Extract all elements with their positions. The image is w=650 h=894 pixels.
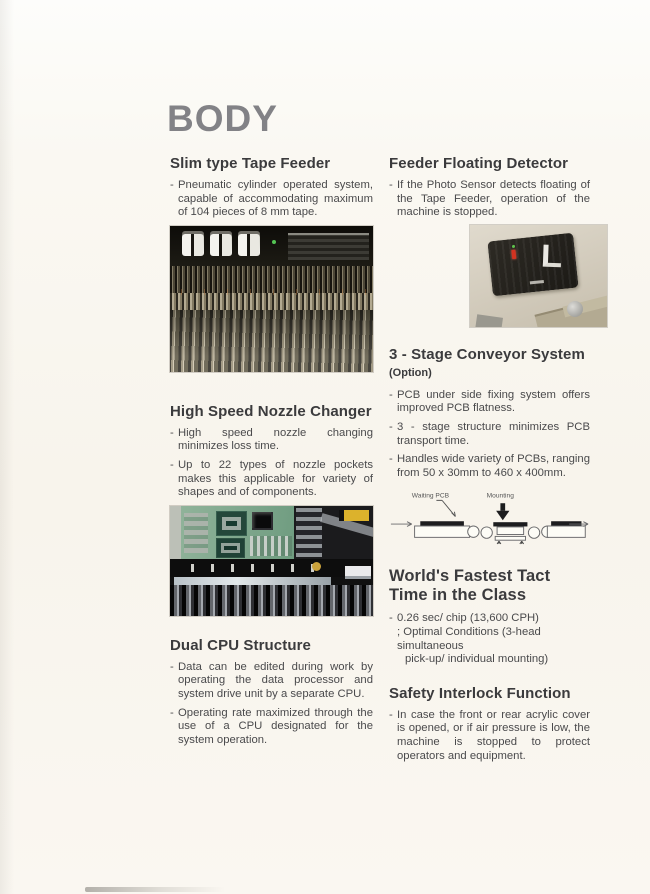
nozzle-pockets — [170, 585, 373, 616]
bullet-marker: - — [389, 388, 393, 401]
right-column — [389, 155, 590, 768]
bullet-text: In case the front or rear acrylic cover is opened, or if air pressure is low, the machine is stopped to protect operators and equipment. — [397, 708, 590, 762]
nozzle-changer-photo — [170, 506, 373, 616]
nozzle-row — [178, 564, 327, 572]
tact-time-condition: ; Optimal Conditions (3-head simultaneous — [397, 625, 541, 652]
bullet-item — [170, 459, 373, 500]
green-led — [512, 245, 515, 248]
green-led — [272, 240, 276, 244]
resistor-column — [296, 508, 322, 557]
section-slim-tape-feeder — [170, 155, 373, 372]
bullet-text: 3 - stage structure minimizes PCB transport time. — [397, 420, 590, 447]
bullet-text: If the Photo Sensor detects floating of the Tape Feeder, operation of the machine is stopped. — [397, 179, 590, 219]
bullet-item — [170, 179, 373, 220]
section-dual-cpu-structure — [170, 637, 373, 748]
red-led — [511, 250, 516, 259]
tape-slats-row — [170, 293, 373, 310]
bullet-item — [389, 612, 590, 626]
sensor-panel — [487, 232, 578, 296]
section-high-speed-nozzle-changer — [170, 403, 373, 616]
bullet-marker: - — [170, 660, 174, 673]
chip — [216, 511, 247, 536]
bullet-item — [389, 179, 590, 220]
bullet-item — [170, 707, 373, 748]
bullet-item — [389, 421, 590, 448]
bullet-marker: - — [170, 458, 174, 471]
bullet-marker: - — [389, 420, 393, 433]
tape-feeder-photo — [170, 226, 373, 372]
section-tact-time — [389, 567, 590, 666]
yellow-label — [339, 510, 369, 521]
pneumatic-cylinder — [210, 234, 232, 256]
bullet-item — [389, 389, 590, 416]
chip — [252, 512, 273, 530]
board-edge-strip — [170, 506, 181, 559]
brass-nozzle — [312, 562, 321, 571]
scan-smudge — [85, 887, 225, 892]
bullet-marker: - — [389, 612, 393, 625]
metal-strip — [174, 577, 331, 585]
bullet-text: High speed nozzle changing minimizes loss time. — [178, 426, 373, 453]
machine-part — [475, 314, 503, 327]
left-column — [170, 155, 373, 752]
bullet-marker: - — [389, 708, 393, 721]
diagram-labels — [412, 493, 514, 500]
bullet-text: Handles wide variety of PCBs, ranging from 50 x 30mm to 460 x 400mm. — [397, 453, 590, 479]
component-row — [250, 536, 292, 556]
photo-shading — [170, 310, 373, 372]
pneumatic-cylinder — [238, 234, 260, 256]
conveyor-diagram — [389, 488, 590, 546]
bullet-item — [389, 709, 590, 763]
chip — [216, 538, 245, 558]
bullet-marker: - — [389, 453, 393, 466]
bullet-text: Operating rate maximized through the use of a CPU designated for the system operation. — [178, 706, 373, 746]
section-feeder-floating-detector — [389, 155, 590, 327]
tape-slats-glint — [170, 289, 373, 295]
metal-roller — [567, 301, 583, 317]
section-heading — [389, 346, 590, 382]
pneumatic-cylinder — [182, 234, 204, 256]
bullet-item — [170, 427, 373, 454]
page-title: BODY — [167, 98, 278, 139]
bullet-item — [170, 661, 373, 702]
section-heading: World's Fastest Tact Time in the Class — [389, 567, 551, 605]
section-heading: Slim type Tape Feeder — [170, 155, 331, 172]
heading-text: 3 - Stage Conveyor System — [389, 345, 585, 363]
conveyor-diagram-svg — [389, 488, 590, 545]
mounting-label: Mounting — [486, 492, 514, 500]
heading-option-suffix: (Option) — [389, 366, 432, 379]
bullet-marker: - — [170, 179, 174, 191]
bullet-marker: - — [389, 179, 393, 191]
bullet-marker: - — [170, 706, 174, 719]
section-heading: High Speed Nozzle Changer — [170, 402, 372, 420]
waiting-pcb-label: Waiting PCB — [411, 492, 450, 500]
bullet-text: Up to 22 types of nozzle pockets makes this applicable for variety of shapes and of components. — [178, 458, 373, 499]
bullet-marker: - — [170, 426, 174, 439]
panel-marking — [530, 280, 544, 284]
section-safety-interlock — [389, 685, 590, 763]
diagram-lines — [391, 501, 588, 545]
bullet-item — [389, 453, 590, 480]
tact-time-condition: pick-up/ individual mounting) — [405, 653, 549, 666]
section-heading: Feeder Floating Detector — [389, 155, 569, 172]
component-cluster — [184, 513, 208, 553]
feeder-photo-top-band — [170, 226, 373, 266]
bullet-text: Pneumatic cylinder operated system, capable of accommodating maximum of 104 pieces of 8 mm tape. — [178, 179, 373, 219]
section-heading: Dual CPU Structure — [170, 636, 311, 654]
section-heading: Safety Interlock Function — [389, 684, 571, 702]
bullet-text: PCB under side fixing system offers improved PCB flatness. — [397, 388, 590, 415]
feeder-control-module — [288, 233, 369, 260]
white-bracket — [543, 244, 562, 267]
tact-time-value: 0.26 sec/ chip (13,600 CPH) — [397, 612, 539, 625]
section-conveyor-system — [389, 346, 590, 547]
white-connector — [345, 566, 371, 579]
bullet-text: Data can be edited during work by operating the data processor and system drive unit by a separate CPU. — [178, 660, 373, 700]
floating-detector-photo — [470, 225, 607, 327]
scan-edge-shadow — [0, 0, 14, 894]
